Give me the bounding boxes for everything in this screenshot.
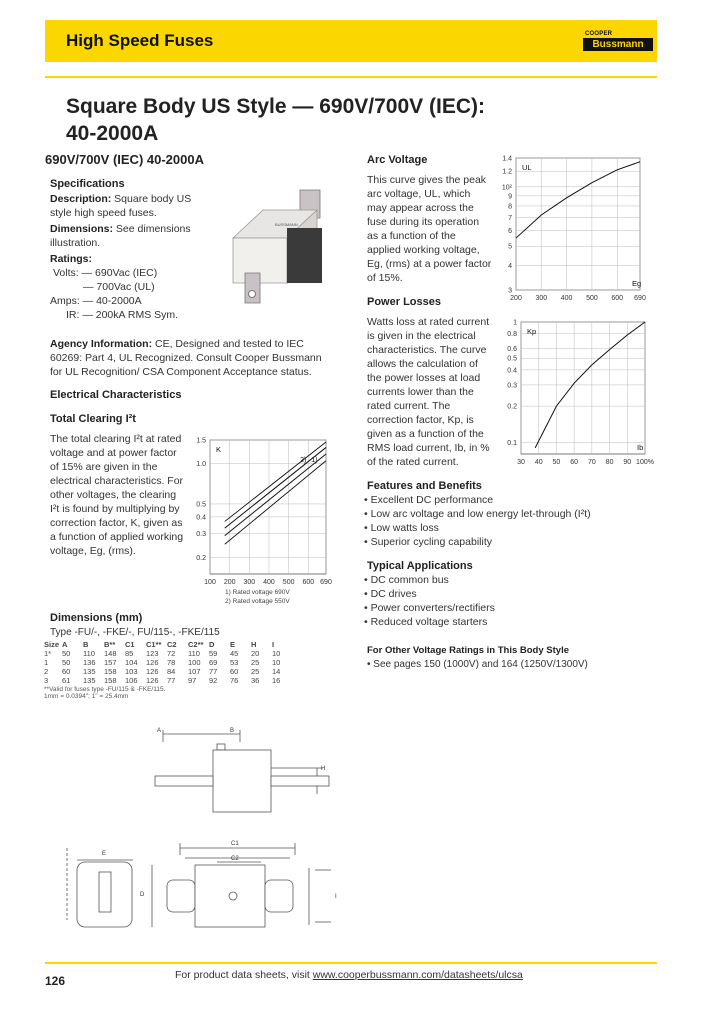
table-cell: 103 [125, 667, 138, 676]
table-header-cell: I [272, 640, 275, 649]
arc-line: arc voltage, UL, which [367, 188, 471, 200]
list-item: • Superior cycling capability [364, 535, 591, 549]
table-cell: 36 [251, 676, 260, 685]
y-axis-label: Kp [527, 327, 537, 336]
table-cell: 158 [104, 667, 117, 676]
y-tick-label: 1.5 [196, 437, 206, 445]
table-row [44, 667, 293, 676]
table-cell: 85 [125, 649, 134, 658]
y-tick-label: 0.3 [196, 531, 206, 539]
table-cell: 135 [83, 667, 96, 676]
series-line [225, 442, 326, 521]
power-line: of the rated current. [367, 456, 459, 468]
table-cell: 61 [62, 676, 71, 685]
arc-line: of 15%. [367, 272, 403, 284]
table-cell: 1 [44, 658, 49, 667]
x-tick-label: 690 [320, 579, 332, 586]
y-tick-label: 0.2 [507, 403, 517, 411]
clearing-line: of 15% are given in the [50, 461, 158, 473]
table-cell: 14 [272, 667, 281, 676]
power-line: allows the calculation of [367, 358, 478, 370]
rating-volts-iec: Volts: — 690Vac (IEC) [53, 267, 158, 279]
table-cell: 50 [62, 649, 71, 658]
y-tick-label: 0.2 [196, 554, 206, 562]
y-tick-label: 1.0 [196, 461, 206, 469]
dimensions-table-wrap [44, 640, 344, 700]
curve-label: 1) [311, 456, 318, 464]
y-tick-label: 9 [508, 193, 512, 201]
power-heading: Power Losses [367, 296, 441, 308]
power-line: the power losses at load [367, 372, 481, 384]
table-cell: 136 [83, 658, 96, 667]
table-header-cell: D [209, 640, 215, 649]
table-cell: 77 [209, 667, 218, 676]
x-tick-label: 200 [510, 295, 522, 302]
power-loss-chart [495, 312, 660, 474]
y-tick-label: 10² [501, 184, 512, 192]
arc-text [367, 173, 497, 285]
table-cell: 50 [62, 658, 71, 667]
table-cell: 110 [83, 649, 95, 658]
y-tick-label: 1 [513, 319, 517, 327]
drawing-label-h: H [321, 766, 326, 772]
table-cell: 25 [251, 667, 260, 676]
x-tick-label: 100% [636, 459, 654, 466]
rating-amps: Amps: — 40-2000A [50, 295, 142, 307]
y-tick-label: 0.8 [507, 331, 517, 339]
subtitle: 690V/700V (IEC) 40-2000A [45, 152, 204, 167]
divider-bottom [45, 962, 657, 964]
table-cell: 158 [104, 676, 117, 685]
arc-line: Eg, (rms) at a power factor [367, 258, 492, 270]
clearing-line: electrical characteristics. For [50, 475, 184, 487]
y-tick-label: 5 [508, 243, 512, 251]
svg-text:BUSSMANN: BUSSMANN [275, 222, 298, 227]
x-tick-label: 100 [204, 579, 216, 586]
x-tick-label: 600 [302, 579, 315, 586]
table-header-cell: A [62, 640, 68, 649]
y-axis-label: UL [522, 163, 532, 172]
drawing-label-e: E [102, 851, 107, 857]
plot-frame [516, 158, 640, 290]
datasheets-link[interactable]: www.cooperbussmann.com/datasheets/ulcsa [312, 969, 523, 981]
table-cell: 76 [230, 676, 239, 685]
x-tick-label: 690 [634, 295, 646, 302]
clearing-line: The total clearing I²t at rated [50, 433, 182, 445]
table-cell: 53 [230, 658, 239, 667]
y-tick-label: 0.5 [196, 501, 206, 509]
table-body [44, 649, 293, 685]
table-cell: 25 [251, 658, 260, 667]
section-title: High Speed Fuses [66, 31, 214, 50]
table-header-cell: C2** [188, 640, 204, 649]
clearing-line: correction factor, K, given as [50, 517, 183, 529]
x-tick-label: 400 [263, 579, 275, 586]
x-tick-label: 50 [552, 459, 561, 466]
divider-top [45, 76, 657, 78]
dimensions-type: Type -FU/-, -FKE/-, FU/115-, -FKE/115 [50, 627, 220, 638]
description-text: Square body US [111, 193, 192, 205]
description-text-2: style high speed fuses. [50, 207, 157, 219]
rating-ir: IR: — 200kA RMS Sym. [66, 309, 179, 321]
applications-heading: Typical Applications [367, 560, 473, 572]
table-cell: 106 [125, 676, 138, 685]
table-row [44, 658, 293, 667]
table-cell: 69 [209, 658, 218, 667]
page-title-line1: Square Body US Style — 690V/700V (IEC): [66, 95, 485, 118]
dimensions-note-1: **Valid for fuses type -FU/115 & -FKE/115. [44, 686, 166, 693]
table-header-row [44, 640, 293, 649]
fuse-photo [225, 188, 335, 306]
drawing-label-b: B [230, 728, 235, 734]
legend-entry: 2) Rated voltage 550V [225, 598, 290, 605]
dimensions-table [44, 640, 293, 685]
page-title-line2: 40-2000A [66, 122, 159, 145]
y-tick-label: 0.4 [507, 367, 517, 375]
other-ratings-text: • See pages 150 (1000V) and 164 (1250V/1300V) [367, 659, 588, 670]
x-axis-label: Ib [637, 443, 644, 452]
dimension-drawing [55, 720, 345, 930]
electrical-heading: Electrical Characteristics [50, 389, 182, 401]
list-item: • Low watts loss [364, 521, 591, 535]
table-cell: 84 [167, 667, 176, 676]
x-tick-label: 300 [243, 579, 256, 586]
table-header-cell: B** [104, 640, 116, 649]
y-tick-label: 6 [508, 228, 512, 236]
list-item: • Excellent DC performance [364, 493, 591, 507]
legend-entry: 1) Rated voltage 690V [225, 589, 290, 596]
specs-heading: Specifications [50, 178, 125, 190]
dimensions-heading: Dimensions (mm) [50, 612, 143, 624]
table-cell: 16 [272, 676, 281, 685]
table-cell: 1* [44, 649, 52, 658]
table-header-cell: B [83, 640, 89, 649]
rating-volts-ul: — 700Vac (UL) [83, 281, 155, 293]
k-factor-chart [190, 432, 350, 612]
list-item: • Reduced voltage starters [364, 615, 495, 629]
table-cell: 126 [146, 658, 159, 667]
table-cell: 78 [167, 658, 176, 667]
curve-label: 2) [300, 456, 307, 464]
table-header-cell: C1** [146, 640, 162, 649]
ratings-label: Ratings: [50, 253, 92, 265]
y-tick-label: 8 [508, 203, 512, 211]
x-tick-label: 60 [570, 459, 579, 466]
footer-label: For product data sheets, visit [175, 969, 313, 981]
list-item: • Low arc voltage and low energy let-through (I²t) [364, 507, 591, 521]
table-cell: 123 [146, 649, 159, 658]
y-tick-label: 1.4 [502, 155, 512, 163]
clearing-heading: Total Clearing I²t [50, 413, 136, 425]
plot-frame [521, 322, 645, 454]
clearing-line: other voltages, the clearing [50, 489, 177, 501]
table-cell: 10 [272, 649, 281, 658]
table-cell: 107 [188, 667, 201, 676]
dimensions-text: See dimensions [113, 223, 191, 235]
table-cell: 60 [230, 667, 239, 676]
power-line: Watts loss at rated current [367, 316, 490, 328]
table-header-cell: Size [44, 640, 60, 649]
other-ratings-heading: For Other Voltage Ratings in This Body Style [367, 645, 569, 656]
agency-text-1: CE, Designed and tested to IEC [152, 338, 304, 350]
table-cell: 77 [167, 676, 176, 685]
power-line: currents lower than the [367, 386, 474, 398]
brand-small: COOPER [585, 31, 613, 37]
arc-line: applied working voltage, [367, 244, 480, 256]
features-list [364, 493, 591, 549]
agency-label: Agency Information: [50, 338, 153, 350]
power-line: correction factor, Kp, is [367, 414, 474, 426]
table-cell: 148 [104, 649, 117, 658]
list-item: • DC drives [364, 587, 495, 601]
y-tick-label: 0.6 [507, 346, 517, 354]
drawing-label-i: I [335, 894, 337, 900]
power-line: characteristics. The curve [367, 344, 487, 356]
table-cell: 126 [146, 667, 159, 676]
dimensions-text-2: illustration. [50, 237, 101, 249]
table-cell: 59 [209, 649, 218, 658]
agency-text-2: 60269: Part 4, UL Recognized. Consult Cooper Bussmann [50, 352, 322, 364]
x-tick-label: 200 [223, 579, 236, 586]
table-cell: 45 [230, 649, 239, 658]
specs-block [50, 192, 210, 322]
table-cell: 2 [44, 667, 49, 676]
table-cell: 126 [146, 676, 159, 685]
power-line: rated current. The [367, 400, 451, 412]
arc-voltage-chart [492, 152, 657, 307]
table-cell: 157 [104, 658, 117, 667]
dimensions-note-2: 1mm = 0.0394"; 1" = 25.4mm [44, 693, 129, 700]
x-tick-label: 70 [587, 459, 596, 466]
table-header-cell: E [230, 640, 236, 649]
brand-name: Bussmann [583, 38, 653, 51]
drawing-label-c1: C1 [231, 841, 239, 847]
plot-frame [210, 440, 326, 574]
table-cell: 3 [44, 676, 49, 685]
arc-heading: Arc Voltage [367, 154, 428, 166]
x-tick-label: 300 [535, 295, 548, 302]
table-cell: 92 [209, 676, 218, 685]
bussmann-logo [583, 31, 655, 53]
clearing-text [50, 432, 190, 558]
y-axis-label: K [216, 445, 222, 454]
footer-text [175, 969, 523, 981]
x-tick-label: 400 [560, 295, 573, 302]
table-cell: 100 [188, 658, 201, 667]
power-line: RMS load current, Ib, in % [367, 442, 490, 454]
table-cell: 60 [62, 667, 71, 676]
series-line [516, 162, 640, 238]
x-tick-label: 500 [282, 579, 295, 586]
description-label: Description: [50, 193, 112, 205]
x-tick-label: 40 [534, 459, 543, 466]
table-header-cell: C2 [167, 640, 177, 649]
y-tick-label: 3 [508, 287, 512, 295]
clearing-line: voltage, Eg, (rms). [50, 545, 136, 557]
y-tick-label: 0.3 [507, 382, 517, 390]
page-number: 126 [45, 974, 66, 988]
drawing-label-a: A [157, 728, 162, 734]
table-cell: 72 [167, 649, 176, 658]
list-item: • Power converters/rectifiers [364, 601, 495, 615]
x-tick-label: 30 [517, 459, 525, 466]
drawing-label-d: D [140, 892, 145, 898]
table-row [44, 676, 293, 685]
clearing-line: a function of applied working [50, 531, 184, 543]
features-heading: Features and Benefits [367, 480, 482, 492]
series-line [225, 454, 326, 536]
y-tick-label: 4 [508, 262, 512, 270]
x-tick-label: 90 [623, 459, 632, 466]
x-tick-label: 600 [611, 295, 624, 302]
drawing-label-c2: C2 [231, 856, 239, 862]
table-cell: 10 [272, 658, 281, 667]
table-cell: 110 [188, 649, 200, 658]
table-cell: 20 [251, 649, 260, 658]
agency-block [50, 337, 350, 379]
table-header-cell: H [251, 640, 257, 649]
arc-line: fuse during its operation [367, 216, 480, 228]
x-tick-label: 80 [605, 459, 614, 466]
y-tick-label: 0.5 [507, 355, 517, 363]
arc-line: may appear across the [367, 202, 474, 214]
agency-text-3: for UL Recognition/ CSA Component Acceptance status. [50, 366, 312, 378]
arc-line: as a function of the [367, 230, 456, 242]
dimensions-label: Dimensions: [50, 223, 114, 235]
table-cell: 104 [125, 658, 138, 667]
clearing-line: voltage and at power factor [50, 447, 177, 459]
page-title [66, 93, 485, 147]
arc-line: This curve gives the peak [367, 174, 487, 186]
table-cell: 97 [188, 676, 197, 685]
y-tick-label: 0.1 [507, 439, 517, 447]
table-cell: 135 [83, 676, 96, 685]
table-header-cell: C1 [125, 640, 135, 649]
x-tick-label: 500 [586, 295, 598, 302]
y-tick-label: 7 [508, 214, 512, 222]
y-tick-label: 0.4 [196, 514, 206, 522]
power-line: given as a function of the [367, 428, 484, 440]
clearing-line: I²t is found by multiplying by [50, 503, 180, 515]
series-line [225, 461, 326, 545]
power-line: is given in the electrical [367, 330, 476, 342]
y-tick-label: 1.2 [502, 168, 512, 176]
x-axis-label: Eg [632, 279, 642, 288]
list-item: • DC common bus [364, 573, 495, 587]
power-text [367, 315, 497, 469]
applications-list [364, 573, 495, 629]
table-row [44, 649, 293, 658]
